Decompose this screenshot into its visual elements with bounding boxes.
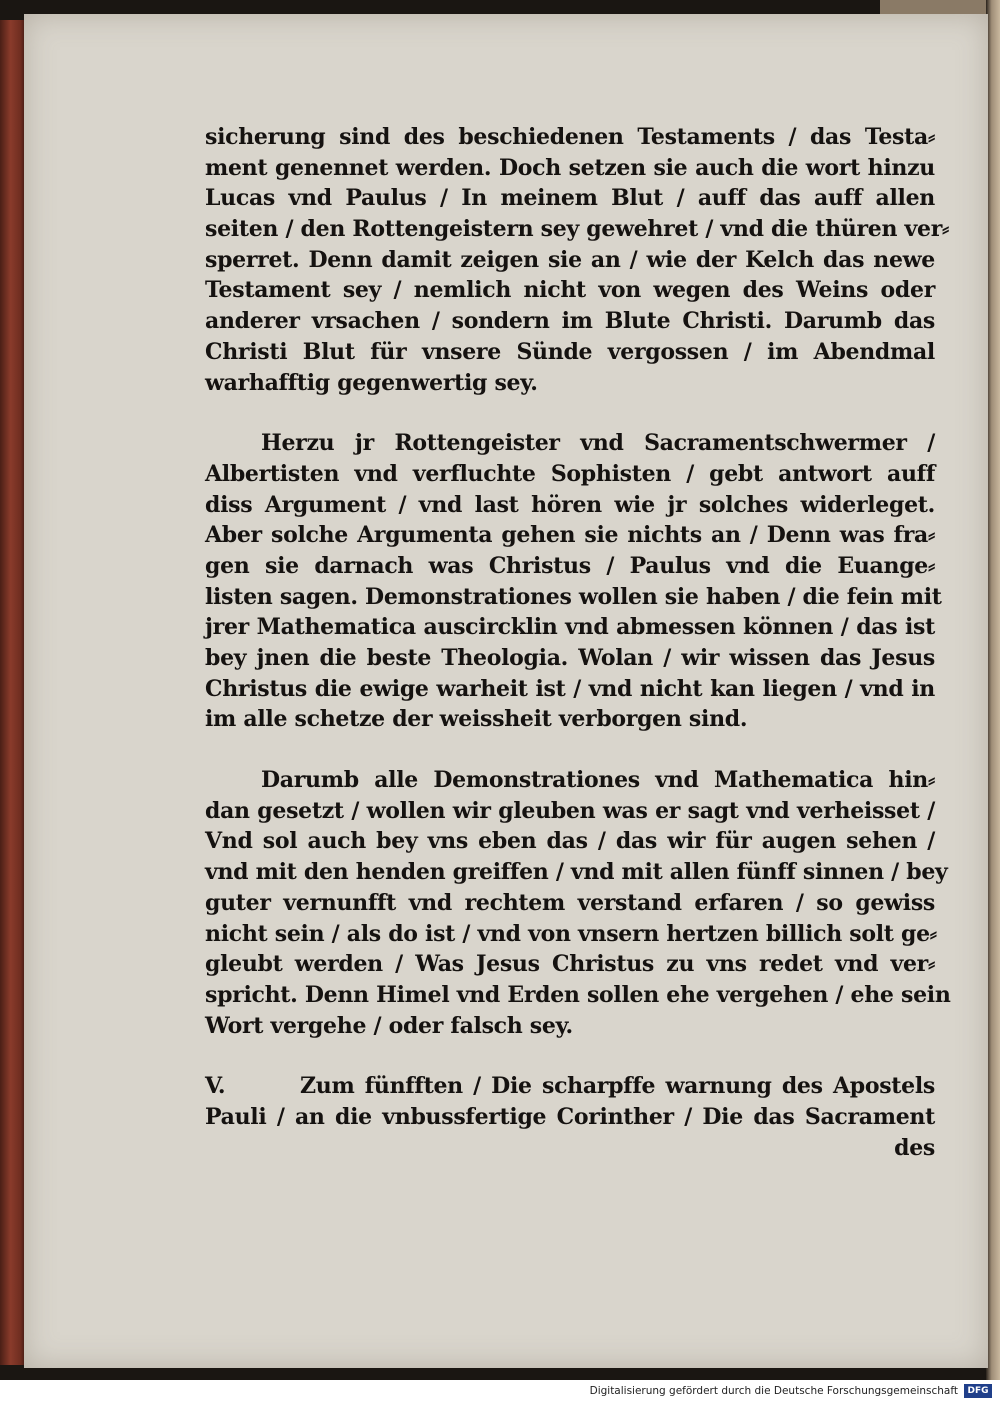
text-line: Christus die ewige warheit ist / vnd nicht kan liegen / vnd in (205, 675, 935, 702)
text-line: bey jnen die beste Theologia. Wolan / wir wissen das Jesus (205, 645, 935, 671)
text-line: Albertisten vnd verfluchte Sophisten / gebt antwort auff (205, 460, 935, 487)
text-line (205, 1071, 935, 1102)
text-line: Vnd sol auch bey vns eben das / das wir für augen sehen / (205, 828, 935, 855)
text-line: diss Argument / vnd last hören wie jr solches widerleget. (205, 491, 935, 518)
text-line: Darumb alle Demonstrationes vnd Mathematica hin⸗ (261, 767, 935, 794)
text-line: Pauli / an die vnbussfertige Corinther / Die das Sacrament (205, 1103, 935, 1130)
text-line: warhafftig gegenwertig sey. (205, 369, 538, 396)
paragraph-2 (205, 428, 942, 735)
paragraph-3 (205, 765, 951, 1041)
text-line: Lucas vnd Paulus / In meinem Blut / auff das auff allen (205, 185, 935, 212)
text-line: gen sie darnach was Christus / Paulus vnd die Euange⸗ (205, 552, 935, 579)
text-line: vnd mit den henden greiffen / vnd mit allen fünff sinnen / bey (205, 859, 948, 886)
text-line: listen sagen. Demonstrationes wollen sie haben / die fein mit (205, 583, 942, 610)
book-binding (0, 20, 26, 1365)
text-line: anderer vrsachen / sondern im Blute Christi. Darumb das (205, 308, 935, 335)
text-line: Testament sey / nemlich nicht von wegen des Weins oder (205, 277, 935, 304)
paragraph-1 (205, 122, 950, 398)
dfg-logo: DFG (964, 1384, 992, 1398)
section-v-line-1: Zum fünfften / Die scharpffe warnung des Apostels (300, 1073, 935, 1100)
text-line: gleubt werden / Was Jesus Christus zu vns redet vnd ver⸗ (205, 951, 935, 978)
text-line: ment genennet werden. Doch setzen sie auch die wort hinzu (205, 154, 935, 181)
text-line: Aber solche Argumenta gehen sie nichts an / Denn was fra⸗ (205, 522, 935, 549)
text-line: nicht sein / als do ist / vnd von vnsern hertzen billich solt ge⸗ (205, 920, 937, 947)
text-line: jrer Mathematica auscircklin vnd abmessen können / das ist (205, 614, 935, 641)
page-top-edge (880, 0, 986, 14)
section-marker: V. (205, 1073, 226, 1100)
text-line: im alle schetze der weissheit verborgen sind. (205, 706, 748, 733)
text-line: guter vernunfft vnd rechtem verstand erfaren / so gewiss (205, 889, 935, 916)
section-v (205, 1071, 935, 1163)
footer (0, 1380, 1000, 1403)
text-line: Herzu jr Rottengeister vnd Sacramentschwermer / (261, 430, 935, 457)
text-line: sicherung sind des beschiedenen Testaments / das Testa⸗ (205, 124, 935, 150)
text-line: seiten / den Rottengeistern sey gewehret / vnd die thüren ver⸗ (205, 216, 950, 243)
catchword: des (894, 1134, 935, 1161)
text-line: Christi Blut für vnsere Sünde vergossen / im Abendmal (205, 338, 935, 365)
page-right-edge (986, 0, 1000, 1380)
text-line: dan gesetzt / wollen wir gleuben was er sagt vnd verheisset / (205, 797, 935, 824)
text-line: spricht. Denn Himel vnd Erden sollen ehe vergehen / ehe sein (205, 981, 951, 1008)
page-text (205, 122, 951, 1163)
funding-credit: Digitalisierung gefördert durch die Deutsche Forschungsgemeinschaft (589, 1385, 958, 1397)
text-line: sperret. Denn damit zeigen sie an / wie der Kelch das newe (205, 246, 935, 273)
text-line: Wort vergehe / oder falsch sey. (205, 1012, 573, 1039)
